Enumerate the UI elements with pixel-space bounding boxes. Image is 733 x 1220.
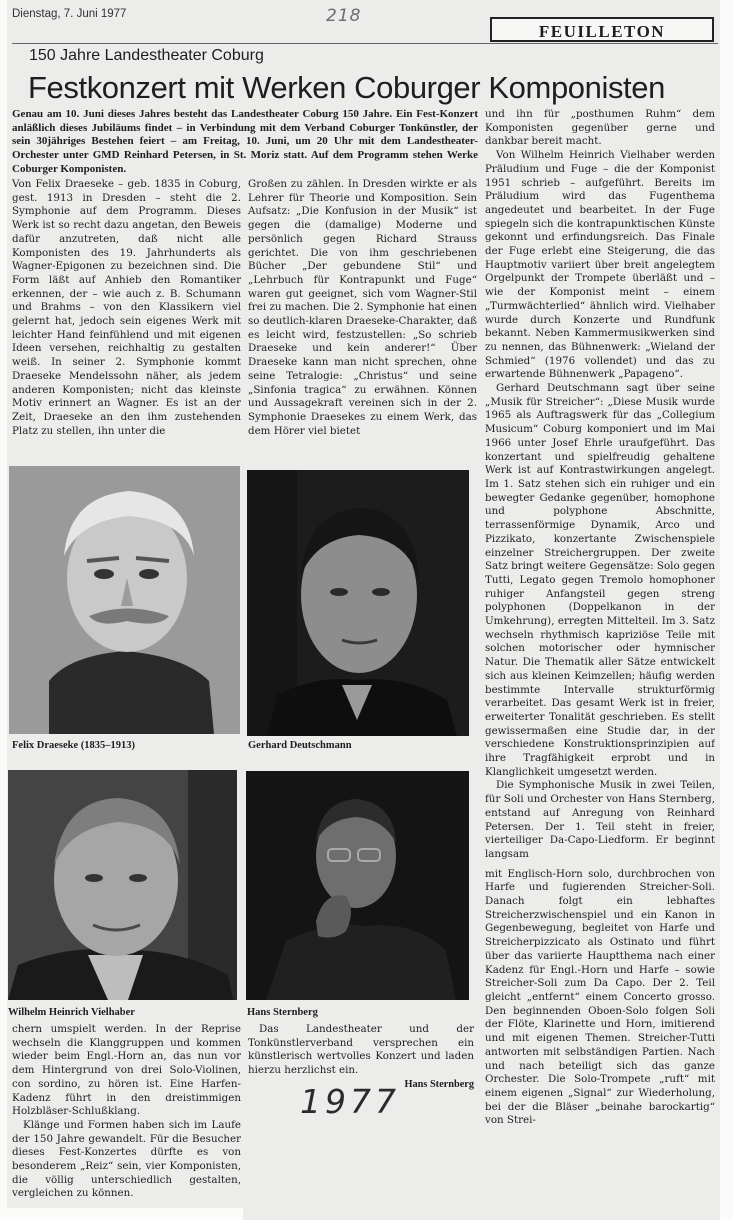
- column-3-continued: mit Englisch-Horn solo, durchbrochen von Harfe und fugierenden Streicher-Soli. Danach folgt ein lebhaftes Streicherzwischenspiel und ein Kanon in Gegenbewegung, begleitet von Harfe und Streicherpizzicato als Ostinato und führt über das variierte Hauptthema nach einer Kadenz für Engl.-Horn und Harfe – sowie Streicher-Soli zum Da Capo. Der 2. Teil gleicht „entfernt“ einem Concerto grosso. Den beginnenden Oboen-Solo folgen Soli der Flöte, Klarinette und Horn, imitierend und mit eigenen Themen. Streicher-Tutti antworten mit selbständigen Partien. Nach und nach beteiligt sich das ganze Orchester. Die Solo-Trompete „ruft“ mit einem eigenen „Signal“ zur Wiederholung, bei der die Bläser „beinahe barockartig“ von Strei-: [485, 867, 715, 1127]
- section-label: FEUILLETON: [490, 17, 714, 42]
- article-kicker: 150 Jahre Landestheater Coburg: [29, 47, 264, 64]
- bottom-left-text-a: chern umspielt werden. In der Reprise wechseln die Klanggruppen und kommen wieder beim Engl.-Horn an, das nun vor dem Hintergrund von drei Solo-Violinen, con sordino, zu hören ist. Eine Harfen-Kadenz führt in den dreistimmigen Holzbläser-Schlußklang.: [12, 1023, 241, 1118]
- header-rule: [12, 43, 718, 44]
- column-3-deutschmann: Gerhard Deutschmann sagt über seine „Musik für Streicher“: „Diese Musik wurde 1965 als Auftragswerk für das „Collegium Musicum“ Coburg komponiert und im Mai 1966 unter Josef Ehrle uraufgeführt. Das konzertant und spielfreudig gehaltene Werk ist auf Kontrastwirkungen angelegt. Im 1. Satz stehen sich ein ruhiger und ein bewegter Gedanke gegenüber, homophone und polyphone Abschnitte, terrassenförmige Dynamik, Arco und Pizzikato, konzertante Zwischenspiele einzelner Streichergruppen. Der zweite Satz bringt weitere Gegensätze: Solo gegen Tutti, Legato gegen Tremolo homophoner ruhiger Anfangsteil gegen streng polyphonen (Doppelkanon in der Umkehrung), erregten Mittelteil. Im 3. Satz wechseln rhythmisch kapriziöse Teile mit solchen motorischer oder hymnischer Natur. Die Thematik aller Sätze entwickelt sich aus kleinen Keimzellen; häufig werden bestimmte Intervalle strukturförmig verarbeitet. Das gesamt Werk ist in freier, erweiterter Tonalität geschrieben. Es stellt gewissermaßen eine Studie dar, in der verschiedene Konstruktionsprinzipien auf ihre Tragfähigkeit erprobt und in Klanglichkeit umgesetzt werden.: [485, 382, 715, 778]
- column-3-intro: und ihn für „posthumen Ruhm“ dem Komponisten gegenüber gerne und dankbar bereit macht.: [485, 108, 715, 148]
- handwritten-page-number: 218: [326, 6, 362, 26]
- portrait-engraving-icon: [9, 466, 240, 734]
- handwritten-year: 1977: [300, 1082, 400, 1121]
- clipping-torn-edge: [7, 1208, 243, 1220]
- column-1-text: Von Felix Draeseke – geb. 1835 in Coburg, gest. 1913 in Dresden – steht die 2. Symphonie auf dem Programm. Dieses Werk ist so recht dazu angetan, den Beweis dafür anzutreten, daß nicht alle Komponisten des 19. Jahrhunderts als Wagner-Epigonen zu bezeichnen sind. Die Form läßt auf Anhieb den Romantiker erkennen, der – wie auch z. B. Schumann und Brahms – von den Klassikern viel gelernt hat, jedoch sein eigenes Werk mit leichter Hand feinfühlend und mit eigenen Ideen versehen, reichhaltig zu gestalten weiß. In seiner 2. Symphonie kommt Draeseke Mendelssohn näher, als jedem anderen Komponisten; nicht das kleinste Motiv erinnert an Wagner. Es ist an der Zeit, Draeseke an den ihm zustehenden Platz zu stellen, ihn unter die: [12, 178, 241, 437]
- photo-hans-sternberg: [246, 771, 469, 1000]
- author-signature: Hans Sternberg: [404, 1078, 474, 1090]
- portrait-photo-icon: [246, 771, 469, 1000]
- column-bottom-left: [12, 1023, 241, 1208]
- column-2-text: Großen zu zählen. In Dresden wirkte er als Lehrer für Theorie und Komposition. Sein Aufsatz: „Die Konfusion in der Musik“ ist gegen die (damalige) Moderne und persönlich gegen Richard Strauss gerichtet. Die von ihm geschriebenen Bücher „Der gebundene Stil“ und „Lehrbuch für Kontrapunkt und Fuge“ waren gut geeignet, sich vom Wagner-Stil frei zu machen. Die 2. Symphonie hat einen so deutlich-klaren Draeseke-Charakter, daß es leicht wird, festzustellen: „So schrieb Draeseke und kein anderer!“ Über Draeseke kann man nicht sprechen, ohne seine Tetralogie: „Christus“ und seine „Sinfonia tragica“ zu erwähnen. Können und Aussagekraft vereinen sich in der 2. Symphonie Draesekes zu einem Werk, das dem Hörer viel bietet: [248, 178, 477, 437]
- photo-felix-draeseke: [9, 466, 240, 734]
- column-3-vielhaber: Von Wilhelm Heinrich Vielhaber werden Präludium und Fuge – die der Komponist 1951 schrieb – aufgeführt. Bereits im Präludium wird das Fugenthema angedeutet und bearbeitet. In der Fuge spiegeln sich die kontrapunktischen Künste gekonnt und erfindungsreich. Das Finale der Fuge erlebt eine Steigerung, die das Hauptmotiv variiert über breit angelegtem Orgelpunkt der Trompete überläßt und – wie der Komponist meint – einem „Turmwächterlied“ ähnlich wird. Vielhaber wurde durch Konzerte und Rundfunk bekannt. Neben Kammermusikwerken sind zu nennen, das Bühnenwerk: „Wieland der Schmied“ (1976 vollendet) und das zu erwartende Bühnenwerk „Papageno“.: [485, 149, 715, 381]
- column-3-sternberg: Die Symphonische Musik in zwei Teilen, für Soli und Orchester von Hans Sternberg, entstand auf Anregung von Reinhard Petersen. Der 1. Teil steht in freier, vierteiliger Da-Capo-Liedform. Er beginnt langsam: [485, 779, 715, 860]
- photo-caption-deutschmann: Gerhard Deutschmann: [248, 740, 352, 751]
- photo-caption-sternberg: Hans Sternberg: [247, 1007, 318, 1018]
- dateline: Dienstag, 7. Juni 1977: [12, 8, 127, 20]
- portrait-photo-icon: [247, 470, 469, 736]
- bottom-left-text-b: Klänge und Formen haben sich im Laufe der 150 Jahre gewandelt. Für die Besucher dieses Fest-Konzertes dürfte es von besonderem „Reiz“ sein, vier Komponisten, die völlig unterschiedlich gestalten, vergleichen zu können.: [12, 1118, 241, 1200]
- photo-caption-draeseke: Felix Draeseke (1835–1913): [12, 740, 136, 751]
- photo-wilhelm-heinrich-vielhaber: [8, 770, 237, 1000]
- portrait-photo-icon: [8, 770, 237, 1000]
- photo-caption-vielhaber: Wilhelm Heinrich Vielhaber: [8, 1007, 135, 1018]
- photo-gerhard-deutschmann: [247, 470, 469, 736]
- article-headline: Festkonzert mit Werken Coburger Komponisten: [28, 70, 665, 105]
- column-3: [485, 108, 715, 1210]
- article-lead: Genau am 10. Juni dieses Jahres besteht das Landestheater Coburg 150 Jahre. Ein Fest-Konzert anläßlich dieses Jubiläums findet – in Verbindung mit dem Verband Coburger Tonkünstler, der sein 30jähriges Bestehen feiert – am Freitag, 10. Juni, um 20 Uhr mit dem Landestheater-Orchester unter GMD Reinhard Petersen, in St. Moriz statt. Auf dem Programm stehen Werke Coburger Komponisten.: [12, 108, 478, 175]
- column-1: [12, 178, 241, 438]
- column-2: [248, 178, 477, 438]
- bottom-middle-text: Das Landestheater und der Tonkünstlerverband versprechen ein künstlerisch wertvolles Konzert und laden hierzu herzlichst ein.: [248, 1023, 474, 1077]
